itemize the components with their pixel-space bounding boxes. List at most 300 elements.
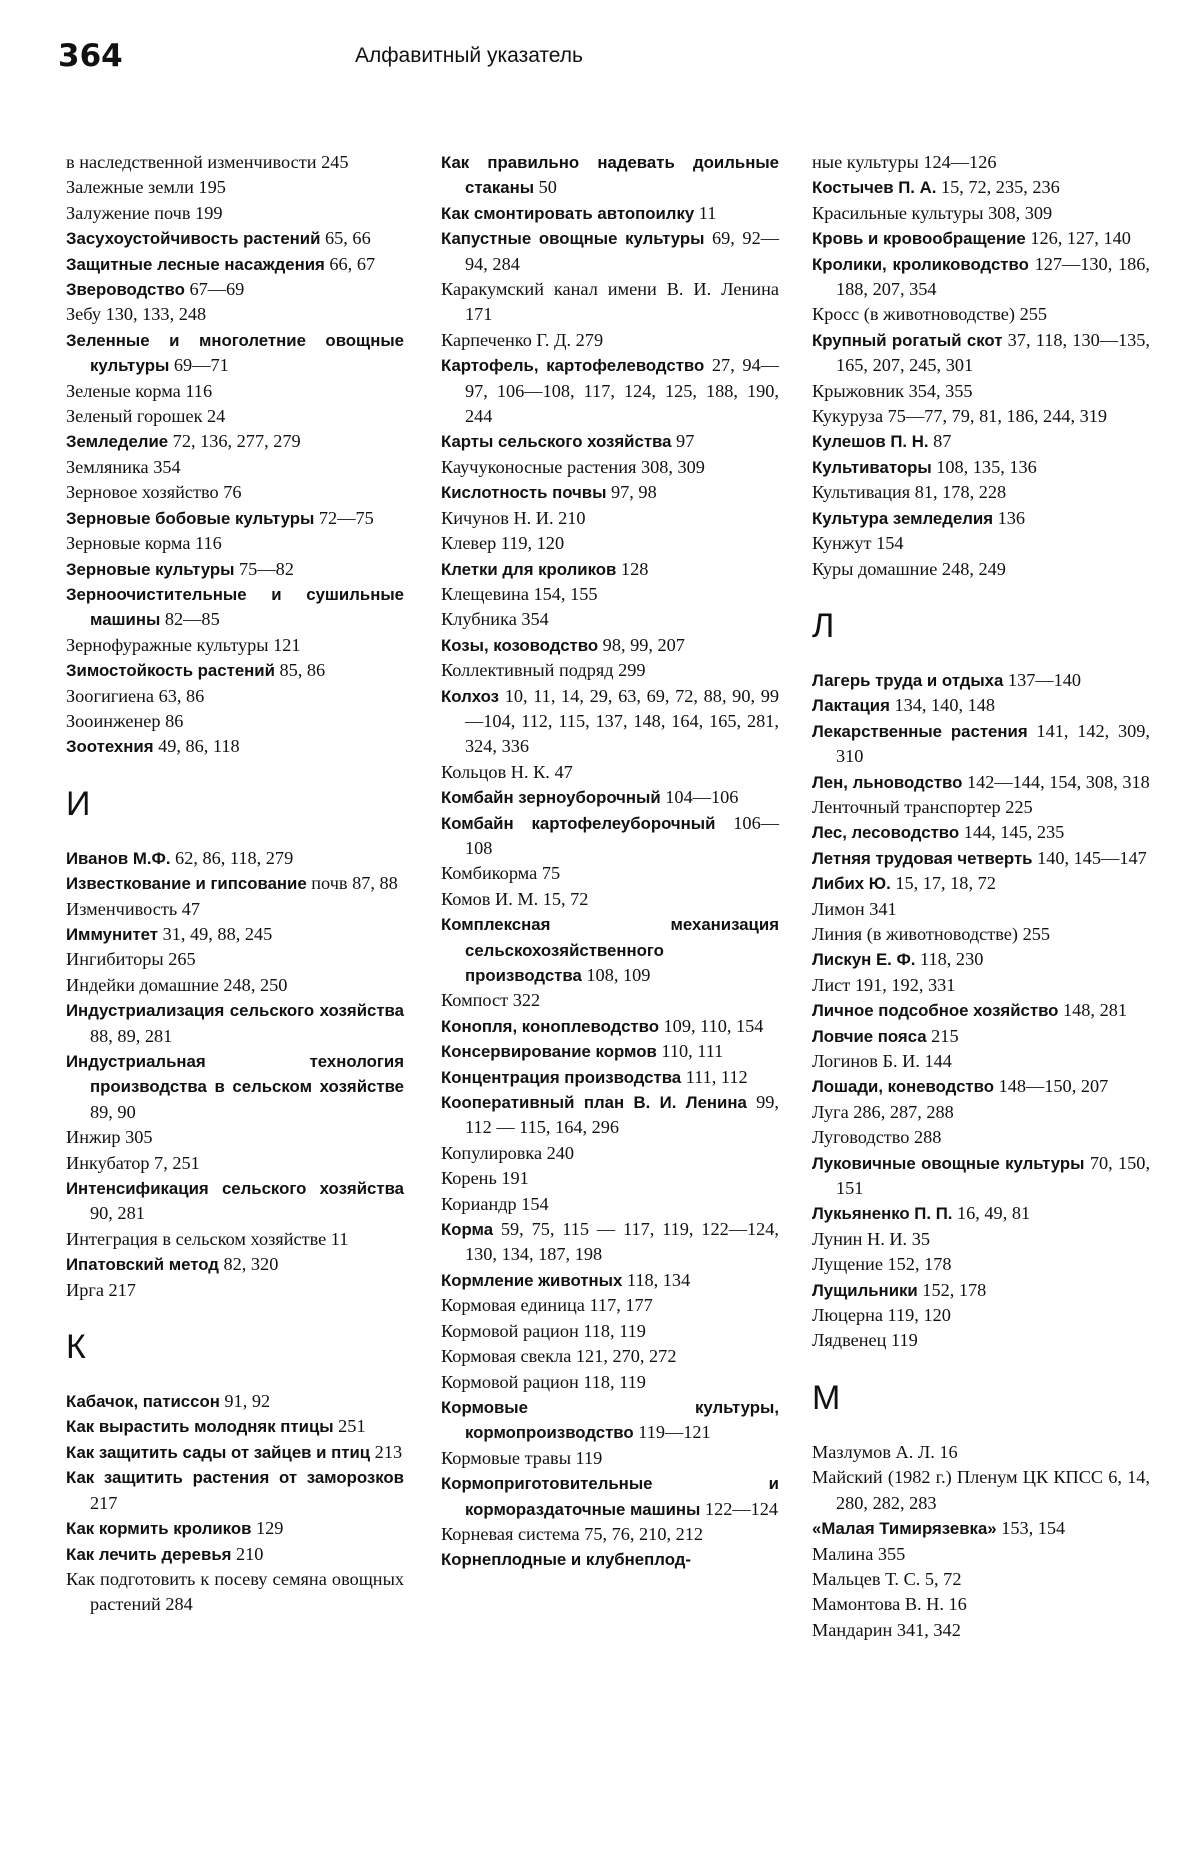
index-pages: 49, 86, 118 <box>153 736 240 757</box>
index-entry <box>66 379 404 404</box>
index-entry <box>441 1217 779 1268</box>
index-entry <box>441 531 779 556</box>
index-pages: 70, 150, 151 <box>836 1152 1151 1199</box>
index-term: Как правильно надевать доильные стаканы <box>441 153 779 198</box>
index-column-3 <box>812 150 1150 1643</box>
index-entry <box>812 226 1150 251</box>
index-pages: 136 <box>993 507 1026 528</box>
index-pages: 15, 72, 235, 236 <box>936 177 1060 198</box>
index-pages: Логинов Б. И. 144 <box>812 1051 952 1071</box>
index-pages: 75—82 <box>234 558 294 579</box>
index-entry <box>66 658 404 683</box>
index-entry <box>812 1100 1150 1125</box>
section-letter: И <box>66 784 91 823</box>
index-pages: Клубника 354 <box>441 609 549 630</box>
index-term: Зерноочистительные и сушильные машины <box>66 584 404 630</box>
index-entry <box>812 1567 1150 1592</box>
index-pages: Люцерна 119, 120 <box>812 1305 951 1326</box>
index-term: Как защитить сады от зайцев и птиц <box>66 1442 371 1462</box>
index-entry <box>66 1049 404 1125</box>
index-pages: Как подготовить к посеву семяна овощных растений 284 <box>66 1568 404 1615</box>
index-entry <box>441 455 779 480</box>
index-pages: Комбикорма 75 <box>441 863 561 884</box>
index-pages: 31, 49, 88, 245 <box>158 923 273 944</box>
index-entry <box>812 719 1150 770</box>
index-term: Конопля, коноплеводство <box>441 1016 659 1036</box>
index-pages: 82, 320 <box>218 1254 279 1275</box>
index-entry <box>66 455 404 480</box>
index-pages: 119—121 <box>633 1422 711 1443</box>
index-entry <box>66 328 404 379</box>
index-pages: Кориандр 154 <box>441 1193 549 1214</box>
index-entry <box>66 922 404 947</box>
index-term: Зеленные и многолетние овощные культуры <box>66 330 404 376</box>
index-pages: Земляника 354 <box>66 456 181 477</box>
index-entry <box>441 150 779 201</box>
index-entry <box>66 252 404 277</box>
index-entry <box>812 973 1150 998</box>
index-entry <box>66 684 404 709</box>
index-entry <box>441 1192 779 1217</box>
index-pages: Кольцов Н. К. 47 <box>441 761 573 782</box>
index-entry <box>812 201 1150 226</box>
index-entry <box>441 811 779 862</box>
index-term: Как кормить кроликов <box>66 1519 252 1539</box>
index-entry <box>66 846 404 871</box>
index-entry <box>66 226 404 251</box>
index-entry <box>441 353 779 429</box>
running-title: Алфавитный указатель <box>355 44 583 67</box>
index-pages: Зеленые корма 116 <box>66 380 213 401</box>
index-term: Кулешов П. Н. <box>812 432 929 452</box>
index-entry <box>66 201 404 226</box>
index-term: «Малая Тимирязевка» <box>812 1519 997 1539</box>
index-pages: 89, 90 <box>90 1101 136 1122</box>
index-pages: 88, 89, 281 <box>90 1025 173 1046</box>
index-term: Кормление животных <box>441 1270 623 1290</box>
index-entry <box>66 150 404 175</box>
index-pages: Зебу 130, 133, 248 <box>66 304 207 325</box>
index-entry <box>812 557 1150 582</box>
index-pages: Луга 286, 287, 288 <box>812 1101 954 1122</box>
index-entry <box>812 1465 1150 1516</box>
index-term: Как вырастить молодняк птицы <box>66 1417 334 1437</box>
index-term: Комбайн картофелеуборочный <box>441 813 716 833</box>
index-entry <box>812 897 1150 922</box>
index-entry <box>66 582 404 633</box>
index-entry <box>812 379 1150 404</box>
index-term: Кислотность почвы <box>441 483 607 503</box>
index-term: Звероводство <box>66 280 185 300</box>
index-pages: почв 87, 88 <box>306 873 398 894</box>
index-pages: 72—75 <box>314 507 374 528</box>
index-pages: Зерновые корма 116 <box>66 533 222 554</box>
index-pages: Клещевина 154, 155 <box>441 583 598 604</box>
index-term: Лущильники <box>812 1280 918 1300</box>
index-pages: Линия (в животноводстве) 255 <box>812 923 1050 944</box>
index-pages: 16, 49, 81 <box>952 1203 1031 1224</box>
index-pages: 251 <box>333 1416 366 1437</box>
section-letter: Л <box>812 606 835 645</box>
index-entry <box>66 998 404 1049</box>
index-pages: Луговодство 288 <box>812 1127 942 1148</box>
index-term: Кролики, кролиководство <box>812 254 1029 274</box>
index-term: Лукьяненко П. П. <box>812 1204 953 1224</box>
index-entry <box>812 1151 1150 1202</box>
index-entry <box>66 973 404 998</box>
index-pages: Мандарин 341, 342 <box>812 1619 961 1640</box>
index-entry <box>441 1344 779 1369</box>
index-entry <box>812 795 1150 820</box>
index-entry <box>66 1414 404 1439</box>
index-entry <box>812 1125 1150 1150</box>
index-pages: Интеграция в сельском хозяйстве 11 <box>66 1228 349 1249</box>
index-entry <box>441 887 779 912</box>
index-entry <box>66 1151 404 1176</box>
index-pages: Лимон 341 <box>812 898 897 919</box>
index-term: Костычев П. А. <box>812 178 937 198</box>
index-pages: 127—130, 186, 188, 207, 354 <box>836 253 1150 300</box>
index-pages: 72, 136, 277, 279 <box>168 431 301 452</box>
index-pages: 126, 127, 140 <box>1025 228 1131 249</box>
index-pages: 122—124 <box>700 1498 779 1519</box>
index-entry <box>812 770 1150 795</box>
index-pages: Кормовые травы 119 <box>441 1447 603 1468</box>
index-entry <box>812 1440 1150 1465</box>
index-term: Кормовые культуры, кормопроизводство <box>441 1397 779 1443</box>
index-entry <box>812 1024 1150 1049</box>
index-entry <box>812 455 1150 480</box>
index-pages: Майский (1982 г.) Пленум ЦК КПСС 6, 14, 280, 282, 283 <box>812 1467 1150 1513</box>
index-term: Комплексная механизация сельскохозяйственного производства <box>441 915 779 985</box>
index-pages: 59, 75, 115 — 117, 119, 122—124, 130, 134, 187, 198 <box>465 1219 779 1265</box>
index-entry <box>812 506 1150 531</box>
index-entry <box>441 480 779 505</box>
index-pages: 69—71 <box>169 355 229 376</box>
index-term: Защитные лесные насаждения <box>66 254 325 274</box>
index-entry <box>812 531 1150 556</box>
index-pages: Комов И. М. 15, 72 <box>441 888 589 909</box>
index-entry <box>66 1176 404 1227</box>
index-pages: 210 <box>231 1543 264 1564</box>
index-entry <box>441 1446 779 1471</box>
index-pages: 148—150, 207 <box>994 1076 1109 1097</box>
index-term: Иванов М.Ф. <box>66 848 171 868</box>
index-term: Как лечить деревья <box>66 1544 232 1564</box>
index-pages: Зерновое хозяйство 76 <box>66 482 242 503</box>
index-entry <box>66 1252 404 1277</box>
index-entry <box>66 1516 404 1541</box>
index-entry <box>66 633 404 658</box>
index-pages: Лист 191, 192, 331 <box>812 974 956 995</box>
index-column-2 <box>441 150 779 1573</box>
index-entry <box>812 328 1150 379</box>
index-entry <box>441 912 779 988</box>
index-entry <box>66 897 404 922</box>
index-pages: 67—69 <box>184 279 245 300</box>
index-pages: Ингибиторы 265 <box>66 949 196 970</box>
index-pages: Залежные земли 195 <box>66 177 226 198</box>
index-entry <box>441 1090 779 1141</box>
index-term: Лошади, коневодство <box>812 1077 994 1097</box>
index-term: Клетки для кроликов <box>441 559 617 579</box>
index-pages: 10, 11, 14, 29, 63, 69, 72, 88, 90, 99—104, 112, 115, 137, 148, 164, 165, 281, 324, 336 <box>465 685 779 757</box>
index-pages: Кукуруза 75—77, 79, 81, 186, 244, 319 <box>812 406 1108 427</box>
index-entry <box>812 1618 1150 1643</box>
index-term: Зерновые бобовые культуры <box>66 508 315 528</box>
index-entry <box>812 1074 1150 1099</box>
index-entry <box>441 760 779 785</box>
index-entry <box>812 693 1150 718</box>
index-pages: Ленточный транспортер 225 <box>812 796 1033 817</box>
index-entry <box>441 607 779 632</box>
index-pages: Корень 191 <box>441 1168 529 1189</box>
index-term: Известкование и гипсование <box>66 874 307 894</box>
index-entry <box>66 947 404 972</box>
index-pages: 108, 135, 136 <box>931 456 1037 477</box>
index-term: Индустриальная технология производства в сельском хозяйстве <box>66 1052 404 1097</box>
index-entry <box>441 1039 779 1064</box>
index-pages: Копулировка 240 <box>441 1142 575 1163</box>
index-term: Кабачок, патиссон <box>66 1392 220 1412</box>
index-pages: 15, 17, 18, 72 <box>890 873 996 894</box>
index-pages: 87 <box>928 431 952 452</box>
index-entry <box>66 557 404 582</box>
index-pages: 91, 92 <box>219 1391 271 1412</box>
section-letter: К <box>66 1328 86 1367</box>
index-pages: в наследственной изменчивости 245 <box>66 152 349 172</box>
index-term: Лискун Е. Ф. <box>812 950 916 970</box>
index-pages: Кормовая единица 117, 177 <box>441 1295 653 1316</box>
index-pages: ные культуры 124—126 <box>812 152 997 172</box>
index-term: Интенсификация сельского хозяйства <box>66 1179 404 1199</box>
index-entry <box>441 1065 779 1090</box>
index-entry <box>812 998 1150 1023</box>
index-entry <box>441 1268 779 1293</box>
index-term: Культура земледелия <box>812 508 994 528</box>
index-pages: Корневая система 75, 76, 210, 212 <box>441 1523 704 1544</box>
index-pages: Коллективный подряд 299 <box>441 660 646 681</box>
index-pages: Каракумский канал имени В. И. Ленина 171 <box>441 279 779 325</box>
index-pages: 109, 110, 154 <box>658 1015 764 1036</box>
index-entry <box>812 175 1150 200</box>
index-pages: Красильные культуры 308, 309 <box>812 202 1053 223</box>
index-entry <box>66 1567 404 1618</box>
index-term: Крупный рогатый скот <box>812 330 1003 350</box>
index-pages: 98, 99, 207 <box>598 634 685 655</box>
index-term: Лен, льноводство <box>812 772 963 792</box>
index-entry <box>812 1516 1150 1541</box>
index-entry <box>441 1370 779 1395</box>
index-term: Козы, козоводство <box>441 635 599 655</box>
index-entry <box>812 302 1150 327</box>
index-pages: 62, 86, 118, 279 <box>170 847 294 868</box>
index-entry <box>812 1252 1150 1277</box>
index-entry <box>441 557 779 582</box>
index-entry <box>441 988 779 1013</box>
index-entry <box>66 871 404 896</box>
index-entry <box>812 871 1150 896</box>
index-entry <box>441 861 779 886</box>
index-pages: Кормовая свекла 121, 270, 272 <box>441 1346 677 1367</box>
index-pages: 69, 92—94, 284 <box>465 228 779 274</box>
index-pages: 215 <box>926 1025 959 1046</box>
index-entry <box>441 582 779 607</box>
index-entry <box>441 226 779 277</box>
index-pages: Кормовой рацион 118, 119 <box>441 1371 646 1392</box>
index-pages: 148, 281 <box>1058 1000 1127 1021</box>
index-entry <box>812 1303 1150 1328</box>
index-term: Засухоустойчивость растений <box>66 229 321 249</box>
index-term: Кровь и кровообращение <box>812 229 1026 249</box>
index-pages: Клевер 119, 120 <box>441 533 565 554</box>
index-term: Карты сельского хозяйства <box>441 432 672 452</box>
index-entry <box>812 1227 1150 1252</box>
index-entry <box>812 1201 1150 1226</box>
index-pages: 144, 145, 235 <box>959 822 1065 843</box>
index-pages: Залужение почв 199 <box>66 202 223 223</box>
index-pages: Каучуконосные растения 308, 309 <box>441 456 705 477</box>
index-entry <box>441 328 779 353</box>
index-entry <box>66 531 404 556</box>
index-pages: 217 <box>90 1492 118 1513</box>
index-pages: Компост 322 <box>441 990 541 1011</box>
index-pages: 118, 230 <box>915 949 984 970</box>
index-term: Кооперативный план В. И. Ленина <box>441 1093 747 1113</box>
index-term: Лагерь труда и отдыха <box>812 670 1004 690</box>
index-pages: 82—85 <box>160 609 220 630</box>
index-pages: Зооинженер 86 <box>66 710 184 731</box>
index-entry <box>441 1522 779 1547</box>
index-pages: 90, 281 <box>90 1203 145 1224</box>
index-entry <box>812 947 1150 972</box>
index-entry <box>441 1471 779 1522</box>
index-entry <box>812 922 1150 947</box>
index-term: Корнеплодные и клубнеплод- <box>441 1550 691 1570</box>
index-entry <box>812 1049 1150 1074</box>
index-entry <box>441 1141 779 1166</box>
index-pages: 140, 145—147 <box>1032 847 1147 868</box>
index-pages: Крыжовник 354, 355 <box>812 380 973 401</box>
index-entry <box>441 506 779 531</box>
index-pages: 141, 142, 309, 310 <box>836 720 1151 767</box>
index-pages: 106—108 <box>465 812 779 858</box>
index-entry <box>441 1547 779 1572</box>
index-term: Индустриализация сельского хозяйства <box>66 1001 404 1021</box>
index-entry <box>812 1278 1150 1303</box>
index-pages: 27, 94—97, 106—108, 117, 124, 125, 188, 190, 244 <box>465 355 779 427</box>
index-entry <box>66 1125 404 1150</box>
index-entry <box>66 302 404 327</box>
index-pages: 37, 118, 130—135, 165, 207, 245, 301 <box>836 329 1150 376</box>
index-entry <box>66 175 404 200</box>
index-term: Корма <box>441 1220 494 1240</box>
index-pages: Кросс (в животноводстве) 255 <box>812 304 1047 325</box>
index-pages: 99, 112 — 115, 164, 296 <box>465 1092 780 1138</box>
index-pages: Лущение 152, 178 <box>812 1254 952 1275</box>
index-pages: Инжир 305 <box>66 1127 153 1148</box>
index-pages: 118, 134 <box>622 1269 691 1290</box>
index-entry <box>66 277 404 302</box>
index-entry <box>441 633 779 658</box>
index-entry <box>441 785 779 810</box>
index-entry <box>812 404 1150 429</box>
index-entry <box>441 684 779 760</box>
index-term: Ловчие пояса <box>812 1026 927 1046</box>
index-term: Концентрация производства <box>441 1067 682 1087</box>
index-pages: Зоогигиена 63, 86 <box>66 685 205 706</box>
index-pages: Карпеченко Г. Д. 279 <box>441 329 604 350</box>
index-term: Зимостойкость растений <box>66 661 275 681</box>
index-pages: Куры домашние 248, 249 <box>812 558 1006 579</box>
index-pages: Кичунов Н. И. 210 <box>441 507 586 528</box>
index-pages: 213 <box>370 1441 403 1462</box>
index-entry <box>441 1293 779 1318</box>
index-pages: 134, 140, 148 <box>889 695 996 716</box>
index-term: Иммунитет <box>66 924 159 944</box>
index-pages: Малина 355 <box>812 1543 906 1564</box>
index-term: Лактация <box>812 696 890 716</box>
index-term: Зоотехния <box>66 737 154 757</box>
index-term: Летняя трудовая четверть <box>812 848 1033 868</box>
index-pages: 85, 86 <box>274 660 326 681</box>
index-pages: 142—144, 154, 308, 318 <box>962 771 1150 792</box>
index-entry <box>66 1465 404 1516</box>
index-pages: 97, 98 <box>606 482 657 503</box>
index-pages: 110, 111 <box>656 1041 724 1062</box>
index-pages: 129 <box>251 1518 284 1539</box>
index-term: Колхоз <box>441 686 500 706</box>
index-term: Картофель, картофелеводство <box>441 356 705 376</box>
index-term: Земледелие <box>66 432 169 452</box>
page-header <box>58 38 1158 78</box>
index-pages: 128 <box>616 558 649 579</box>
index-term: Лес, лесоводство <box>812 823 960 843</box>
index-pages: 104—106 <box>660 787 739 808</box>
index-pages: Изменчивость 47 <box>66 898 201 919</box>
index-pages: Культивация 81, 178, 228 <box>812 482 1007 503</box>
index-entry <box>441 1395 779 1446</box>
index-pages: Инкубатор 7, 251 <box>66 1152 200 1173</box>
index-entry <box>66 506 404 531</box>
index-entry <box>66 1227 404 1252</box>
index-pages: Зеленый горошек 24 <box>66 406 226 427</box>
index-entry <box>66 1440 404 1465</box>
index-pages: 50 <box>534 177 557 198</box>
index-pages: Мазлумов А. Л. 16 <box>812 1441 958 1462</box>
section-letter: М <box>812 1378 841 1417</box>
index-entry <box>441 201 779 226</box>
index-entry <box>812 480 1150 505</box>
index-term: Либих Ю. <box>812 874 891 894</box>
index-term: Капустные овощные культуры <box>441 229 705 249</box>
index-term: Кормоприготовительные и кормораздаточные машины <box>441 1474 779 1519</box>
index-entry <box>812 252 1150 303</box>
index-pages: Лунин Н. И. 35 <box>812 1228 930 1249</box>
index-entry <box>812 668 1150 693</box>
index-entry <box>812 1328 1150 1353</box>
index-pages: 66, 67 <box>324 253 376 274</box>
index-entry <box>812 820 1150 845</box>
index-term: Луковичные овощные культуры <box>812 1153 1085 1173</box>
index-column-1 <box>66 150 404 1618</box>
index-pages: Мальцев Т. С. 5, 72 <box>812 1568 962 1589</box>
index-pages: Мамонтова В. Н. 16 <box>812 1594 967 1615</box>
index-entry <box>441 1319 779 1344</box>
index-entry <box>66 480 404 505</box>
index-pages: Кунжут 154 <box>812 533 904 554</box>
index-pages: 137—140 <box>1003 669 1082 690</box>
